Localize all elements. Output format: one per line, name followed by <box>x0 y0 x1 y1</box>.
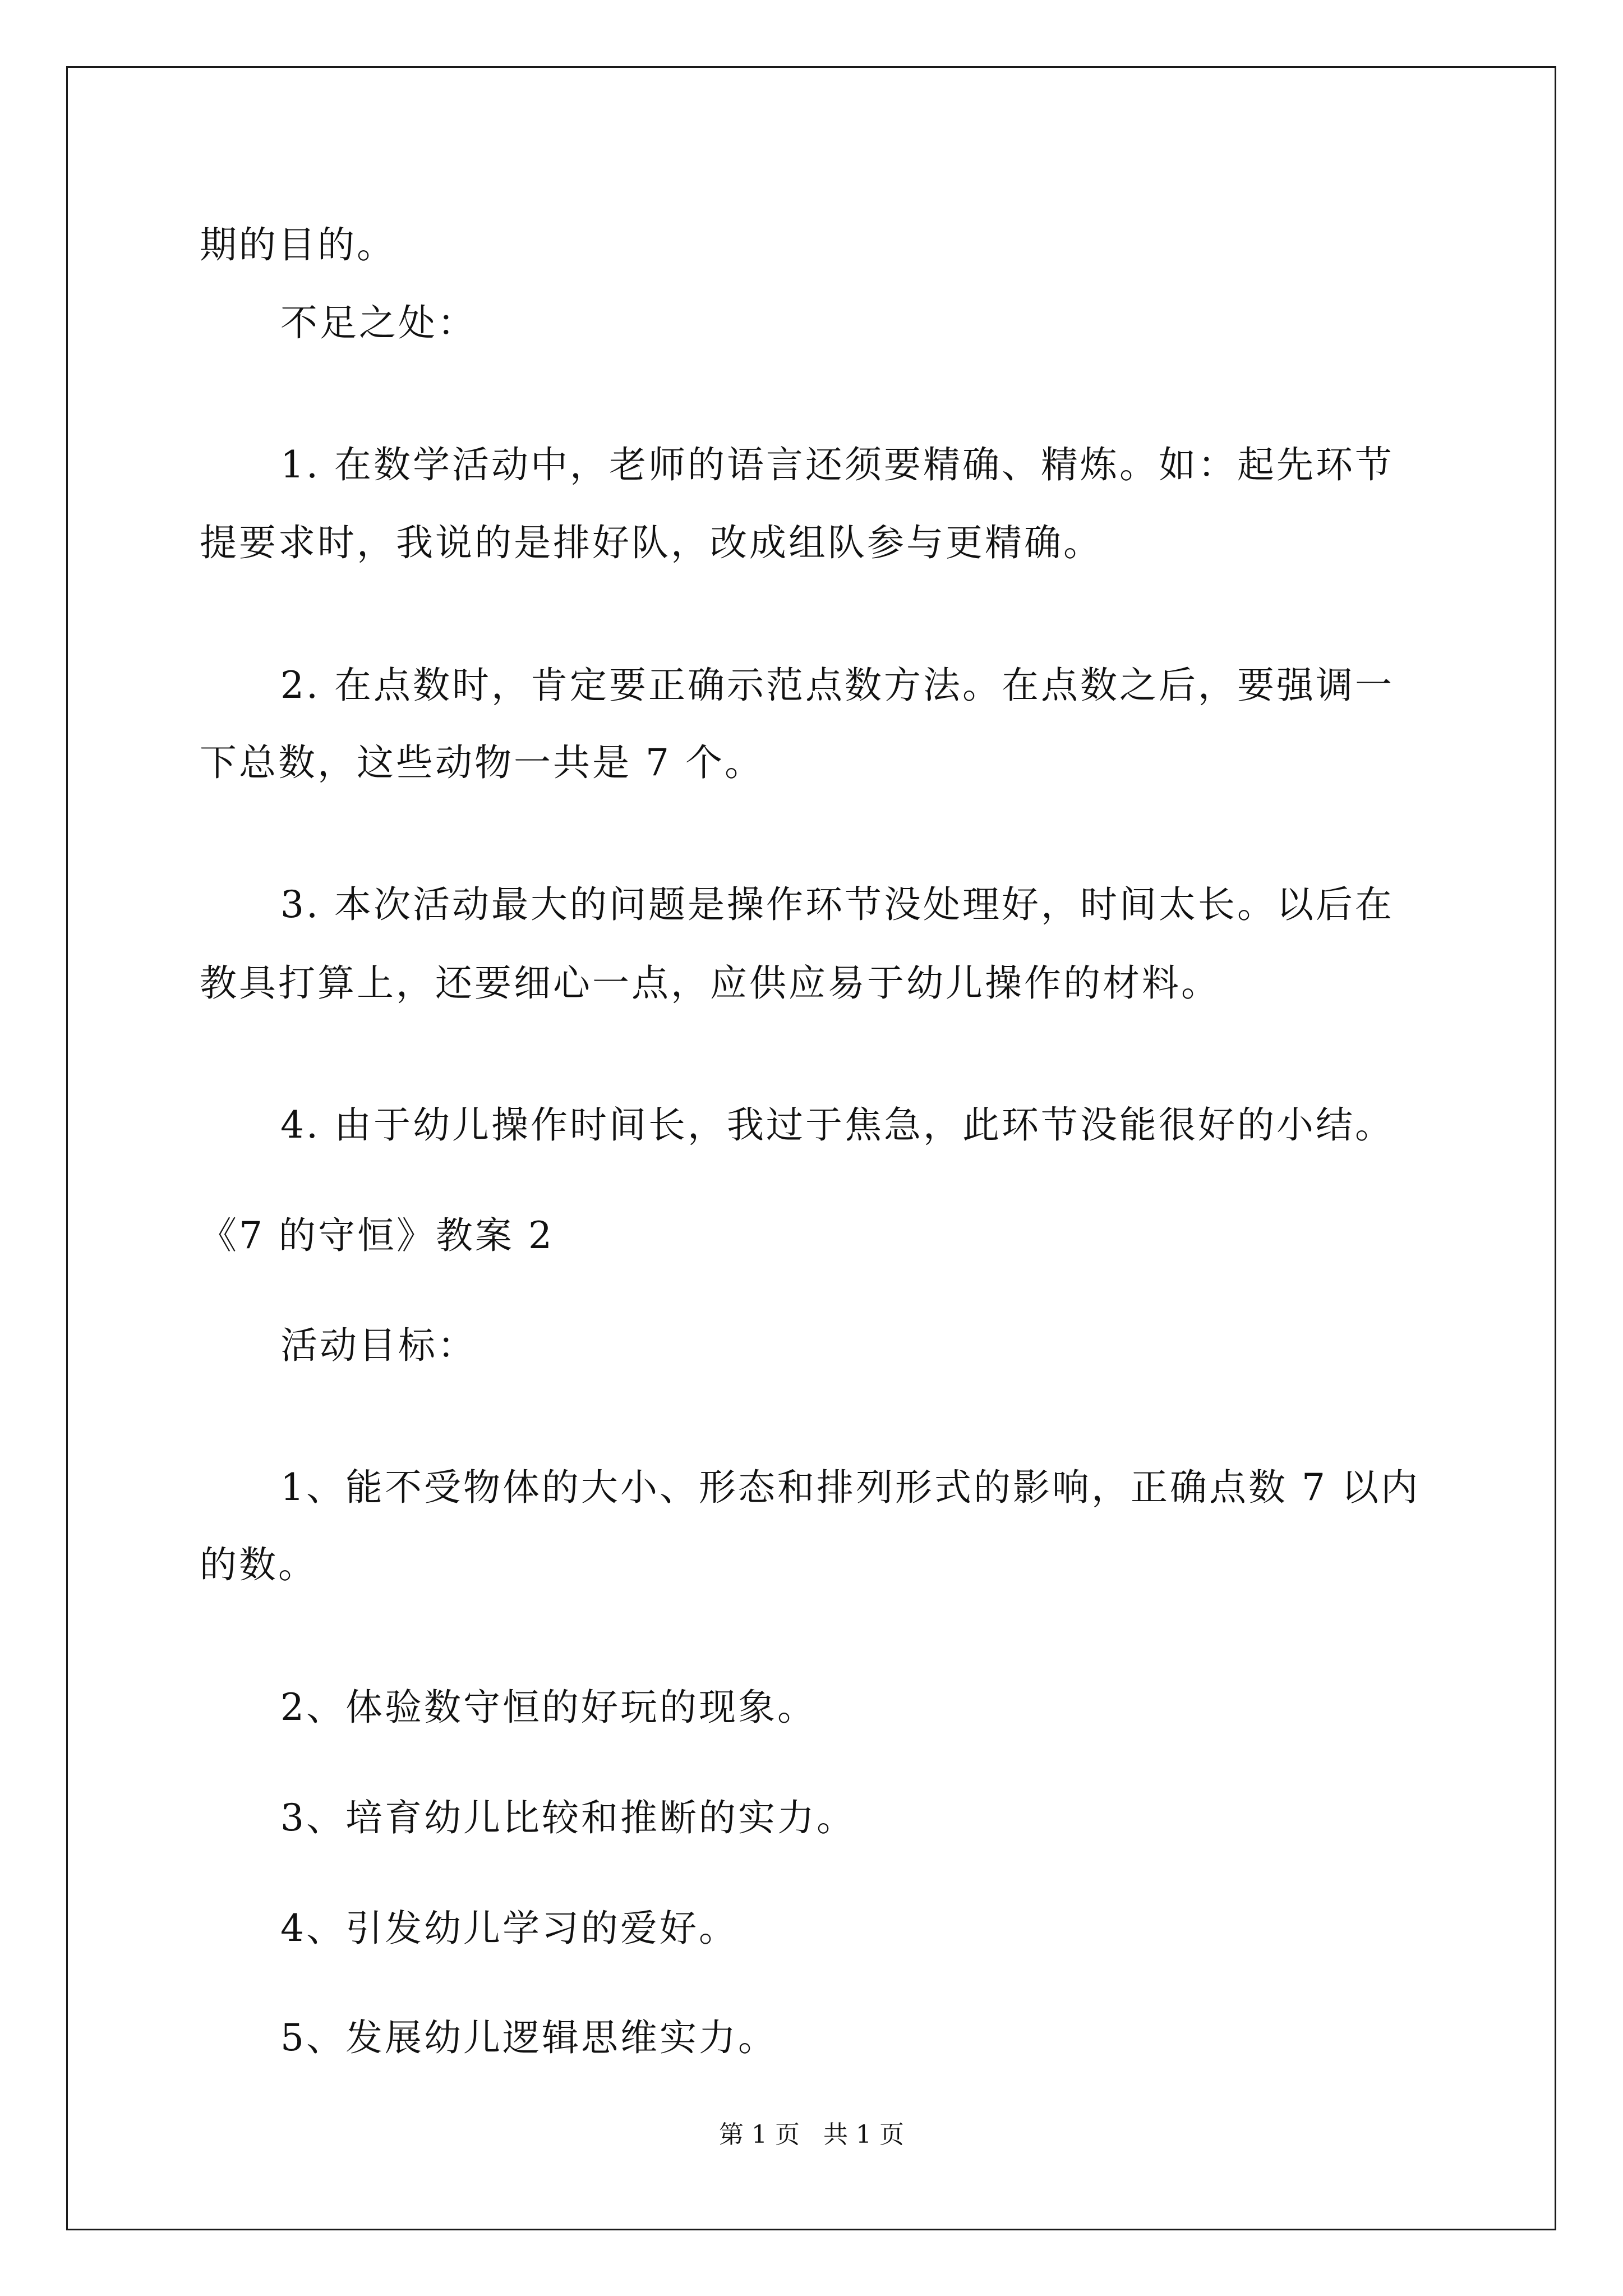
text-line: 3、培育幼儿比较和推断的实力。 <box>280 1796 856 1839</box>
text-line: 期的目的。 <box>200 223 396 266</box>
text-line: 3. 本次活动最大的问题是操作环节没处理好，时间太长。以后在 <box>280 883 1394 926</box>
text-line: 活动目标： <box>280 1324 477 1367</box>
text-line: 的数。 <box>200 1543 317 1586</box>
section-title: 《7 的守恒》教案 2 <box>200 1214 554 1257</box>
page-total: 共 1 页 <box>823 2120 904 2149</box>
text-line: 下总数，这些动物一共是 7 个。 <box>200 741 764 784</box>
text-line: 1. 在数学活动中，老师的语言还须要精确、精炼。如：起先环节 <box>280 443 1394 486</box>
text-line: 教具打算上，还要细心一点，应供应易于幼儿操作的材料。 <box>200 961 1220 1005</box>
page-number: 第 1 页 <box>719 2120 800 2149</box>
text-line: 4. 由于幼儿操作时间长，我过于焦急，此环节没能很好的小结。 <box>280 1103 1394 1147</box>
page-footer <box>0 2118 1623 2152</box>
text-line: 2、体验数守恒的好玩的现象。 <box>280 1686 817 1729</box>
text-line: 4、引发幼儿学习的爱好。 <box>280 1907 738 1950</box>
text-line: 2. 在点数时，肯定要正确示范点数方法。在点数之后，要强调一 <box>280 664 1394 707</box>
text-line: 5、发展幼儿逻辑思维实力。 <box>280 2016 777 2059</box>
text-line: 1、能不受物体的大小、形态和排列形式的影响，正确点数 7 以内 <box>280 1466 1420 1509</box>
text-line: 不足之处： <box>280 301 477 344</box>
text-line: 提要求时，我说的是排好队，改成组队参与更精确。 <box>200 521 1103 564</box>
